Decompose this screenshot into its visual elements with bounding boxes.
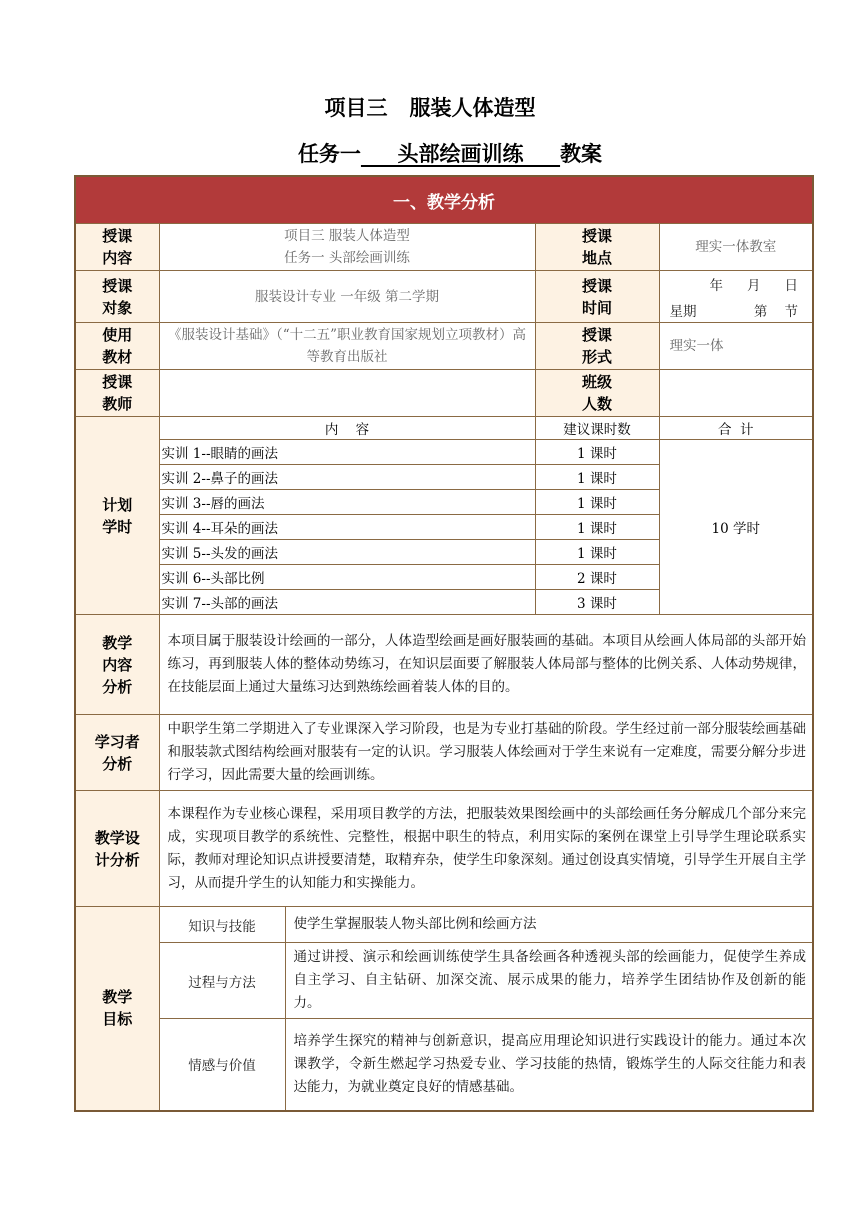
- goal-name: 知识与技能: [159, 907, 285, 943]
- target-value: 服装设计专业 一年级 第二学期: [159, 271, 535, 323]
- plan-item: 实训 3--唇的画法: [159, 490, 535, 515]
- design-analysis-label: 教学设 计分析: [75, 791, 159, 907]
- time-label: 授课 时间: [535, 271, 659, 323]
- plan-item-hours: 1 课时: [535, 515, 659, 540]
- plan-item: 实训 7--头部的画法: [159, 590, 535, 615]
- material-value: 《服装设计基础》（“十二五”职业教育国家规划立项教材）高等教育出版社: [159, 323, 535, 370]
- location-value: 理实一体教室: [659, 224, 813, 271]
- task-number: 任务一: [297, 142, 361, 166]
- material-label: 使用 教材: [75, 323, 159, 370]
- plan-item-hours: 2 课时: [535, 565, 659, 590]
- task-name: 头部绘画训练: [397, 142, 524, 166]
- content-analysis-label: 教学 内容 分析: [75, 615, 159, 715]
- task-title: [0, 138, 860, 168]
- goal-text: 通过讲授、演示和绘画训练使学生具备绘画各种透视头部的绘画能力，促使学生养成自主学习、自主钻研、加深交流、展示成果的能力，培养学生团结协作及创新的能力。: [285, 943, 813, 1019]
- design-analysis-text: 本课程作为专业核心课程，采用项目教学的方法，把服装效果图绘画中的头部绘画任务分解成几个部分来完成，实现项目教学的系统性、完整性，根据中职生的特点，利用实际的案例在课堂上引导学生理论联系实际，教师对理论知识点讲授要清楚，取精弃杂，使学生印象深刻。通过创设真实情境，引导学生开展自主学习，从而提升学生的认知能力和实操能力。: [159, 791, 813, 907]
- goal-text: 培养学生探究的精神与创新意识，提高应用理论知识进行实践设计的能力。通过本次课教学，令新生燃起学习热爱专业、学习技能的热情，锻炼学生的人际交往能力和表达能力，为就业奠定良好的情感基础。: [285, 1019, 813, 1111]
- form-label: 授课 形式: [535, 323, 659, 370]
- plan-col-content: 内 容: [159, 417, 535, 440]
- task-name-underlined: [361, 142, 560, 166]
- project-name: 服装人体造型: [409, 96, 536, 120]
- goal-name: 过程与方法: [159, 943, 285, 1019]
- teacher-label: 授课 教师: [75, 370, 159, 417]
- plan-item-hours: 1 课时: [535, 465, 659, 490]
- plan-label: 计划 学时: [75, 417, 159, 615]
- plan-item: 实训 2--鼻子的画法: [159, 465, 535, 490]
- location-label: 授课 地点: [535, 224, 659, 271]
- time-value: [659, 271, 813, 323]
- learner-analysis-label: 学习者 分析: [75, 715, 159, 791]
- goal-name: 情感与价值: [159, 1019, 285, 1111]
- goal-text: 使学生掌握服装人物头部比例和绘画方法: [285, 907, 813, 943]
- time-month: 月: [747, 277, 761, 294]
- content-value-line1: 项目三 服装人体造型: [284, 228, 410, 244]
- target-label: 授课 对象: [75, 271, 159, 323]
- time-period: 第 节: [753, 303, 799, 320]
- project-title: [0, 92, 860, 122]
- plan-item-hours: 3 课时: [535, 590, 659, 615]
- plan-item-hours: 1 课时: [535, 540, 659, 565]
- teacher-value: [159, 370, 535, 417]
- lesson-plan-table: [74, 175, 814, 1112]
- time-week: 星期: [669, 303, 697, 320]
- time-day: 日: [784, 277, 798, 294]
- content-label: 授课 内容: [75, 224, 159, 271]
- plan-item: 实训 6--头部比例: [159, 565, 535, 590]
- form-value: 理实一体: [659, 323, 813, 370]
- plan-total: 10 学时: [659, 440, 813, 615]
- plan-item: 实训 4--耳朵的画法: [159, 515, 535, 540]
- plan-item-hours: 1 课时: [535, 440, 659, 465]
- task-suffix: 教案: [560, 142, 603, 166]
- content-value-line2: 任务一 头部绘画训练: [284, 250, 410, 266]
- learner-analysis-text: 中职学生第二学期进入了专业课深入学习阶段，也是为专业打基础的阶段。学生经过前一部分服装绘画基础和服装款式图结构绘画对服装有一定的认识。学习服装人体绘画对于学生来说有一定难度，需要分解分步进行学习，因此需要大量的绘画训练。: [159, 715, 813, 791]
- plan-col-hours: 建议课时数: [535, 417, 659, 440]
- plan-item: 实训 5--头发的画法: [159, 540, 535, 565]
- class-size-label: 班级 人数: [535, 370, 659, 417]
- project-number: 项目三: [324, 96, 388, 120]
- section-header: 一、教学分析: [75, 176, 813, 224]
- time-year: 年: [709, 277, 723, 294]
- plan-item-hours: 1 课时: [535, 490, 659, 515]
- plan-col-total: 合 计: [659, 417, 813, 440]
- content-value: [159, 224, 535, 271]
- content-analysis-text: 本项目属于服装设计绘画的一部分，人体造型绘画是画好服装画的基础。本项目从绘画人体局部的头部开始练习，再到服装人体的整体动势练习，在知识层面要了解服装人体局部与整体的比例关系、人体动势规律，在技能层面上通过大量练习达到熟练绘画着装人体的目的。: [159, 615, 813, 715]
- plan-item: 实训 1--眼睛的画法: [159, 440, 535, 465]
- class-size-value: [659, 370, 813, 417]
- goals-label: 教学 目标: [75, 907, 159, 1111]
